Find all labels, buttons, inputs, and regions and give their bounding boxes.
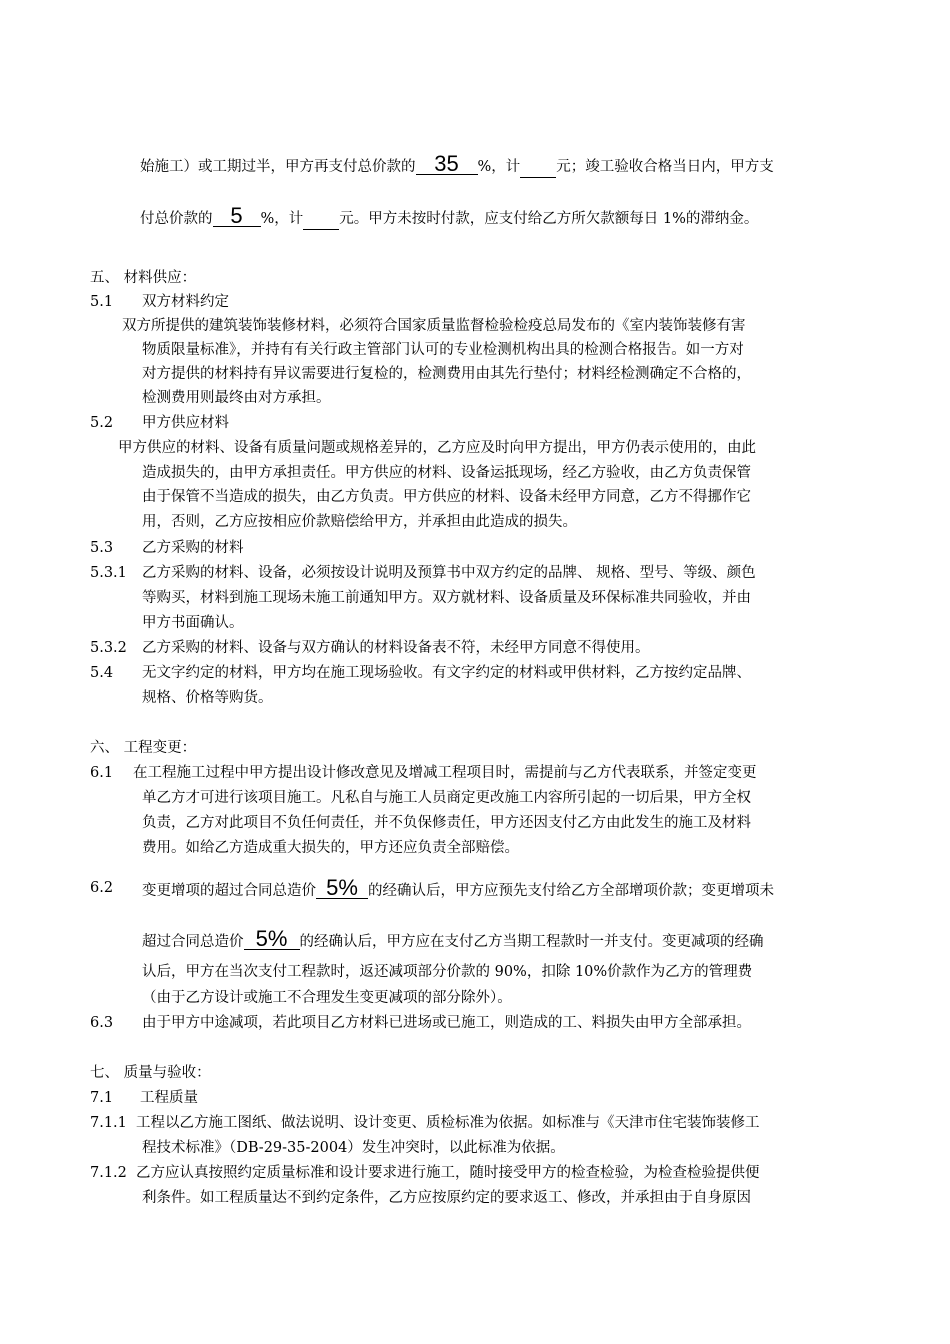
clause-7-1-2-line: 利条件。如工程质量达不到约定条件，乙方应按原约定的要求返工、修改，并承担由于自身原因 [142,1190,751,1206]
clause-5-4-line: 规格、价格等购货。 [142,690,273,706]
payment-text-2c: 元。甲方未按时付款，应支付给乙方所欠款额每日 1%的滞纳金。 [339,211,759,227]
payment-text-1a: 始施工）或工期过半，甲方再支付总价款的 [140,159,416,175]
clause-5-2-line: 由于保管不当造成的损失，由乙方负责。甲方供应的材料、设备未经甲方同意，乙方不得挪作它 [142,489,751,505]
payment-line-1 [140,151,774,178]
percent-field-1: 35 [416,154,478,175]
clause-5-3-number: 5.3 [90,540,114,556]
clause-7-1-2-line: 乙方应认真按照约定质量标准和设计要求进行施工，随时接受甲方的检查检验，为检查检验提供便 [136,1165,760,1181]
clause-5-3-1-line: 等购买，材料到施工现场未施工前通知甲方。双方就材料、设备质量及环保标准共同验收，并由 [142,590,751,606]
clause-5-3-1-line: 乙方采购的材料、设备，必须按设计说明及预算书中双方约定的品牌、 规格、型号、等级、颜色 [142,565,756,581]
section-5-heading: 五、 材料供应： [90,270,197,286]
payment-line-2 [140,203,759,230]
clause-7-1-title: 工程质量 [140,1090,198,1106]
amount-blank-2 [303,209,339,230]
clause-6-1-line: 在工程施工过程中甲方提出设计修改意见及增减工程项目时，需提前与乙方代表联系，并签定变更 [133,765,757,781]
clause-5-3-title: 乙方采购的材料 [142,540,244,556]
clause-6-2-line-1 [142,875,774,901]
clause-5-2-number: 5.2 [90,415,114,431]
clause-7-1-1-line: 程技术标准》（DB-29-35-2004）发生冲突时，以此标准为依据。 [142,1140,565,1156]
clause-7-1-number: 7.1 [90,1090,114,1106]
change-threshold-2: 5% [244,929,300,950]
clause-5-2-line: 用，否则，乙方应按相应价款赔偿给甲方，并承担由此造成的损失。 [142,514,577,530]
clause-5-3-2-line: 乙方采购的材料、设备与双方确认的材料设备表不符，未经甲方同意不得使用。 [142,640,650,656]
clause-6-2-text-b: 的经确认后，甲方应预先支付给乙方全部增项价款；变更增项未 [368,883,774,899]
clause-5-2-line: 甲方供应的材料、设备有质量问题或规格差异的，乙方应及时向甲方提出，甲方仍表示使用的，由此 [118,440,756,456]
amount-blank-1 [520,157,556,178]
clause-5-4-number: 5.4 [90,665,114,681]
percent-field-2: 5 [213,206,261,227]
change-threshold-1: 5% [316,878,368,899]
clause-7-1-1-number: 7.1.1 [90,1115,127,1131]
clause-5-3-1-line: 甲方书面确认。 [142,615,244,631]
clause-5-1-number: 5.1 [90,294,114,310]
payment-text-2b: %，计 [260,211,304,227]
clause-6-2-number: 6.2 [90,880,114,896]
clause-6-2-line-2 [142,926,764,952]
clause-6-2-text-c: 超过合同总造价 [142,934,244,950]
clause-6-1-number: 6.1 [90,765,114,781]
clause-5-1-title: 双方材料约定 [142,294,229,310]
clause-6-3-line: 由于甲方中途减项，若此项目乙方材料已进场或已施工，则造成的工、料损失由甲方全部承担。 [142,1015,751,1031]
payment-text-1c: 元；竣工验收合格当日内，甲方支 [556,159,774,175]
clause-6-2-line-3: 认后，甲方在当次支付工程款时，返还减项部分价款的 90%，扣除 10%价款作为乙方的管理费 [142,964,753,980]
clause-5-4-line: 无文字约定的材料，甲方均在施工现场验收。有文字约定的材料或甲供材料，乙方按约定品牌、 [142,665,751,681]
clause-7-1-1-line: 工程以乙方施工图纸、做法说明、设计变更、质检标准为依据。如标准与《天津市住宅装饰装修工 [136,1115,760,1131]
clause-5-1-line: 物质限量标准》，并持有有关行政主管部门认可的专业检测机构出具的检测合格报告。如一方对 [142,342,744,358]
clause-5-1-line: 双方所提供的建筑装饰装修材料，必须符合国家质量监督检验检疫总局发布的《室内装饰装修有害 [122,318,746,334]
section-6-heading: 六、 工程变更： [90,740,197,756]
clause-5-2-title: 甲方供应材料 [142,415,229,431]
clause-5-1-line: 对方提供的材料持有异议需要进行复检的，检测费用由其先行垫付；材料经检测确定不合格的， [142,366,751,382]
clause-5-2-line: 造成损失的，由甲方承担责任。甲方供应的材料、设备运抵现场，经乙方验收，由乙方负责保管 [142,465,751,481]
clause-7-1-2-number: 7.1.2 [90,1165,127,1181]
section-7-heading: 七、 质量与验收： [90,1065,211,1081]
clause-6-1-line: 费用。如给乙方造成重大损失的，甲方还应负责全部赔偿。 [142,840,519,856]
clause-5-3-1-number: 5.3.1 [90,565,127,581]
payment-text-2a: 付总价款的 [140,211,213,227]
clause-6-1-line: 负责，乙方对此项目不负任何责任，并不负保修责任，甲方还因支付乙方由此发生的施工及材料 [142,815,751,831]
clause-6-3-number: 6.3 [90,1015,114,1031]
clause-6-2-line-4: （由于乙方设计或施工不合理发生变更减项的部分除外）。 [142,990,512,1006]
clause-6-2-text-a: 变更增项的超过合同总造价 [142,883,316,899]
clause-6-1-line: 单乙方才可进行该项目施工。凡私自与施工人员商定更改施工内容所引起的一切后果，甲方全权 [142,790,751,806]
clause-5-1-line: 检测费用则最终由对方承担。 [142,390,331,406]
payment-text-1b: %，计 [477,159,521,175]
clause-5-3-2-number: 5.3.2 [90,640,127,656]
clause-6-2-text-d: 的经确认后，甲方应在支付乙方当期工程款时一并支付。变更减项的经确 [299,934,764,950]
